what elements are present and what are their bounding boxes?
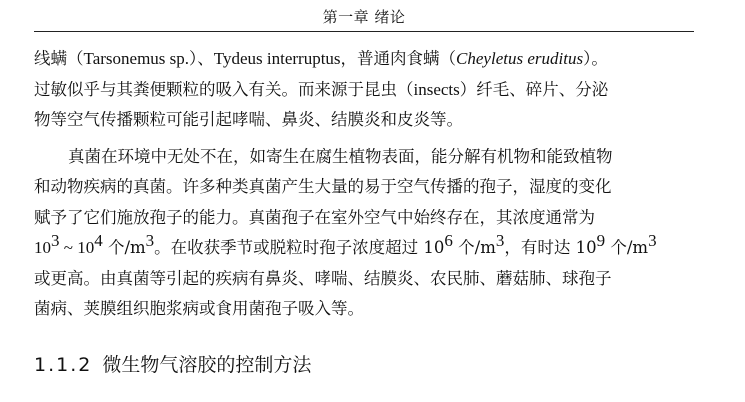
species-name-tydeus: Tydeus interruptus — [213, 49, 341, 68]
paragraph-2-line-1: 真菌在环境中无处不在，如寄生在腐生植物表面，能分解有机物和能致植物 — [68, 146, 613, 166]
paragraph-2-line-5: 或更高。由真菌等引起的疾病有鼻炎、哮喘、结膜炎、农民肺、蘑菇肺、球孢子 — [34, 268, 612, 288]
exponent: 4 — [94, 231, 103, 250]
unit-text: 个/m — [102, 238, 146, 257]
text-run: 线螨（ — [34, 49, 84, 68]
text-run: 过敏似乎与其粪便颗粒的吸入有关。而来源于昆虫（ — [34, 79, 414, 99]
paragraph-1-line-2 — [34, 75, 702, 106]
term-insects: insects — [413, 79, 460, 99]
body-text — [34, 44, 702, 325]
text-run: ，普通肉食螨（ — [340, 49, 457, 68]
section-number: 1.1.2 — [34, 354, 93, 376]
exponent: 3 — [648, 231, 657, 250]
text-run: ）、 — [189, 49, 214, 68]
text-run: ）。 — [583, 49, 608, 68]
text-run: ）纤毛、碎片、分泌 — [459, 79, 609, 99]
paragraph-2-line-6: 菌病、荚膜组织胞浆病或食用菌孢子吸入等。 — [34, 299, 364, 318]
number-base: ~ 10 — [59, 238, 95, 257]
paragraph-1-line-3: 物等空气传播颗粒可能引起哮喘、鼻炎、结膜炎和皮炎等。 — [34, 110, 463, 129]
paragraph-2-line-4 — [34, 233, 702, 264]
running-header: 第一章 绪论 — [322, 8, 406, 26]
unit-text: 个/m — [605, 238, 649, 257]
paragraph-2-line-2: 和动物疾病的真菌。许多种类真菌产生大量的易于空气传播的孢子，湿度的变化 — [34, 177, 612, 196]
header-rule — [34, 31, 694, 32]
exponent: 3 — [495, 231, 505, 250]
species-name-tarsonemus: Tarsonemus sp. — [83, 49, 190, 68]
section-title: 微生物气溶胶的控制方法 — [102, 354, 312, 376]
text-run: 。在收获季节或脱粒时孢子浓度超过 10 — [154, 238, 445, 257]
exponent: 6 — [444, 231, 453, 250]
text-run: ，有时达 10 — [504, 238, 597, 257]
paragraph-1-line-1 — [34, 44, 702, 75]
paragraph-2-line-3: 赋予了它们施放孢子的能力。真菌孢子在室外空气中始终存在，其浓度通常为 — [34, 207, 595, 227]
species-name-cheyletus: Cheyletus eruditus — [456, 49, 584, 68]
exponent: 3 — [145, 231, 155, 250]
unit-text: 个/m — [452, 238, 496, 257]
exponent: 9 — [596, 231, 606, 250]
number-base: 10 — [34, 238, 51, 257]
exponent: 3 — [51, 231, 60, 250]
section-heading — [34, 352, 311, 378]
